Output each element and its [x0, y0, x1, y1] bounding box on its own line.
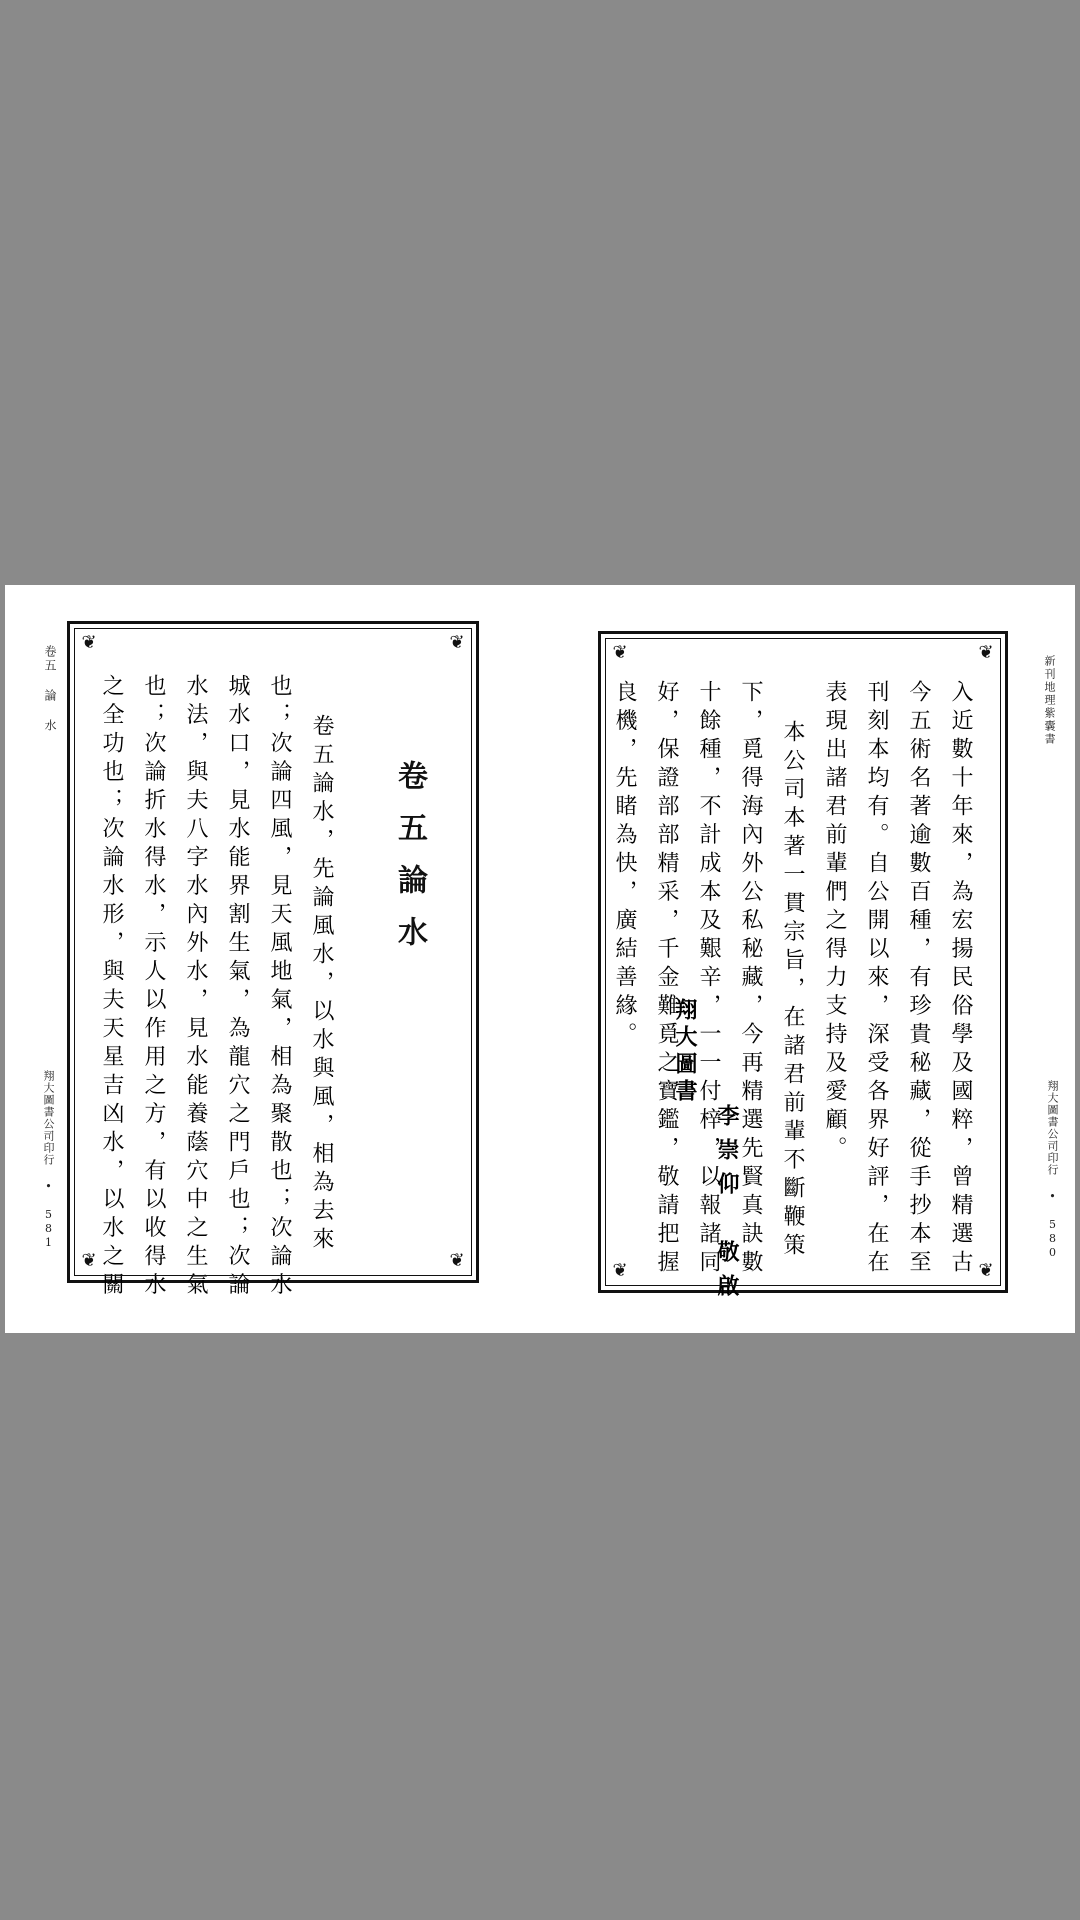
book-spread [5, 585, 1075, 1333]
corner-ornament-icon: ❦ [612, 1260, 628, 1281]
right-running-head: 新刊地理紫囊書 [1043, 655, 1056, 746]
left-body-text [96, 674, 336, 1301]
corner-ornament-icon: ❦ [612, 642, 628, 663]
signature-publisher: 翔大圖書 [672, 998, 698, 1106]
chapter-title: 卷五論水 [392, 760, 427, 968]
corner-ornament-icon: ❦ [449, 1250, 465, 1271]
text-column: 良機，先睹為快，廣結善緣。 [612, 680, 637, 1051]
text-column: 之全功也；次論水形，與夫天星吉凶水，以水之關 [99, 674, 124, 1301]
left-ornamental-frame [67, 621, 479, 1301]
text-column: 也；次論折水得水，示人以作用之方，有以收得水 [141, 674, 166, 1301]
signature-name: 李崇仰 敬啟 [714, 1104, 740, 1308]
corner-ornament-icon: ❦ [978, 642, 994, 663]
text-column: 表現出諸君前輩們之得力支持及愛顧。 [822, 680, 847, 1165]
left-page-footer: 翔大圖書公司印行 • 581 [42, 1070, 55, 1250]
text-column: 下，覓得海內外公私秘藏，今再精選先賢真訣數 [738, 680, 763, 1279]
text-column: 城水口，見水能界割生氣，為龍穴之門戶也；次論 [225, 674, 250, 1301]
text-column: 卷五論水，先論風水，以水與風，相為去來 [309, 714, 334, 1256]
text-column: 今五術名著逾數百種，有珍貴秘藏，從手抄本至 [906, 680, 931, 1279]
text-column: 也；次論四風，見天風地氣，相為聚散也；次論水 [267, 674, 292, 1301]
left-running-head: 卷五 論 水 [43, 645, 57, 733]
right-body-text [609, 680, 975, 1279]
text-column: 刊刻本均有。自公開以來，深受各界好評，在在 [864, 680, 889, 1279]
right-page-footer: 翔大圖書公司印行 • 580 [1046, 1080, 1059, 1260]
corner-ornament-icon: ❦ [81, 1250, 97, 1271]
text-column: 好，保證部部精采，千金難覓之寶鑑，敬請把握 [654, 680, 679, 1279]
text-column: 十餘種，不計成本及艱辛，一一付梓，以報諸同 [696, 680, 721, 1279]
text-column: 本公司本著一貫宗旨，在諸君前輩不斷鞭策 [780, 720, 805, 1262]
corner-ornament-icon: ❦ [449, 632, 465, 653]
corner-ornament-icon: ❦ [81, 632, 97, 653]
text-column: 水法，與夫八字水內外水，見水能養蔭穴中之生氣 [183, 674, 208, 1301]
text-column: 入近數十年來，為宏揚民俗學及國粹，曾精選古 [948, 680, 973, 1279]
right-page [540, 585, 1075, 1333]
corner-ornament-icon: ❦ [978, 1260, 994, 1281]
left-page [5, 585, 540, 1333]
right-ornamental-frame [598, 631, 1008, 1308]
